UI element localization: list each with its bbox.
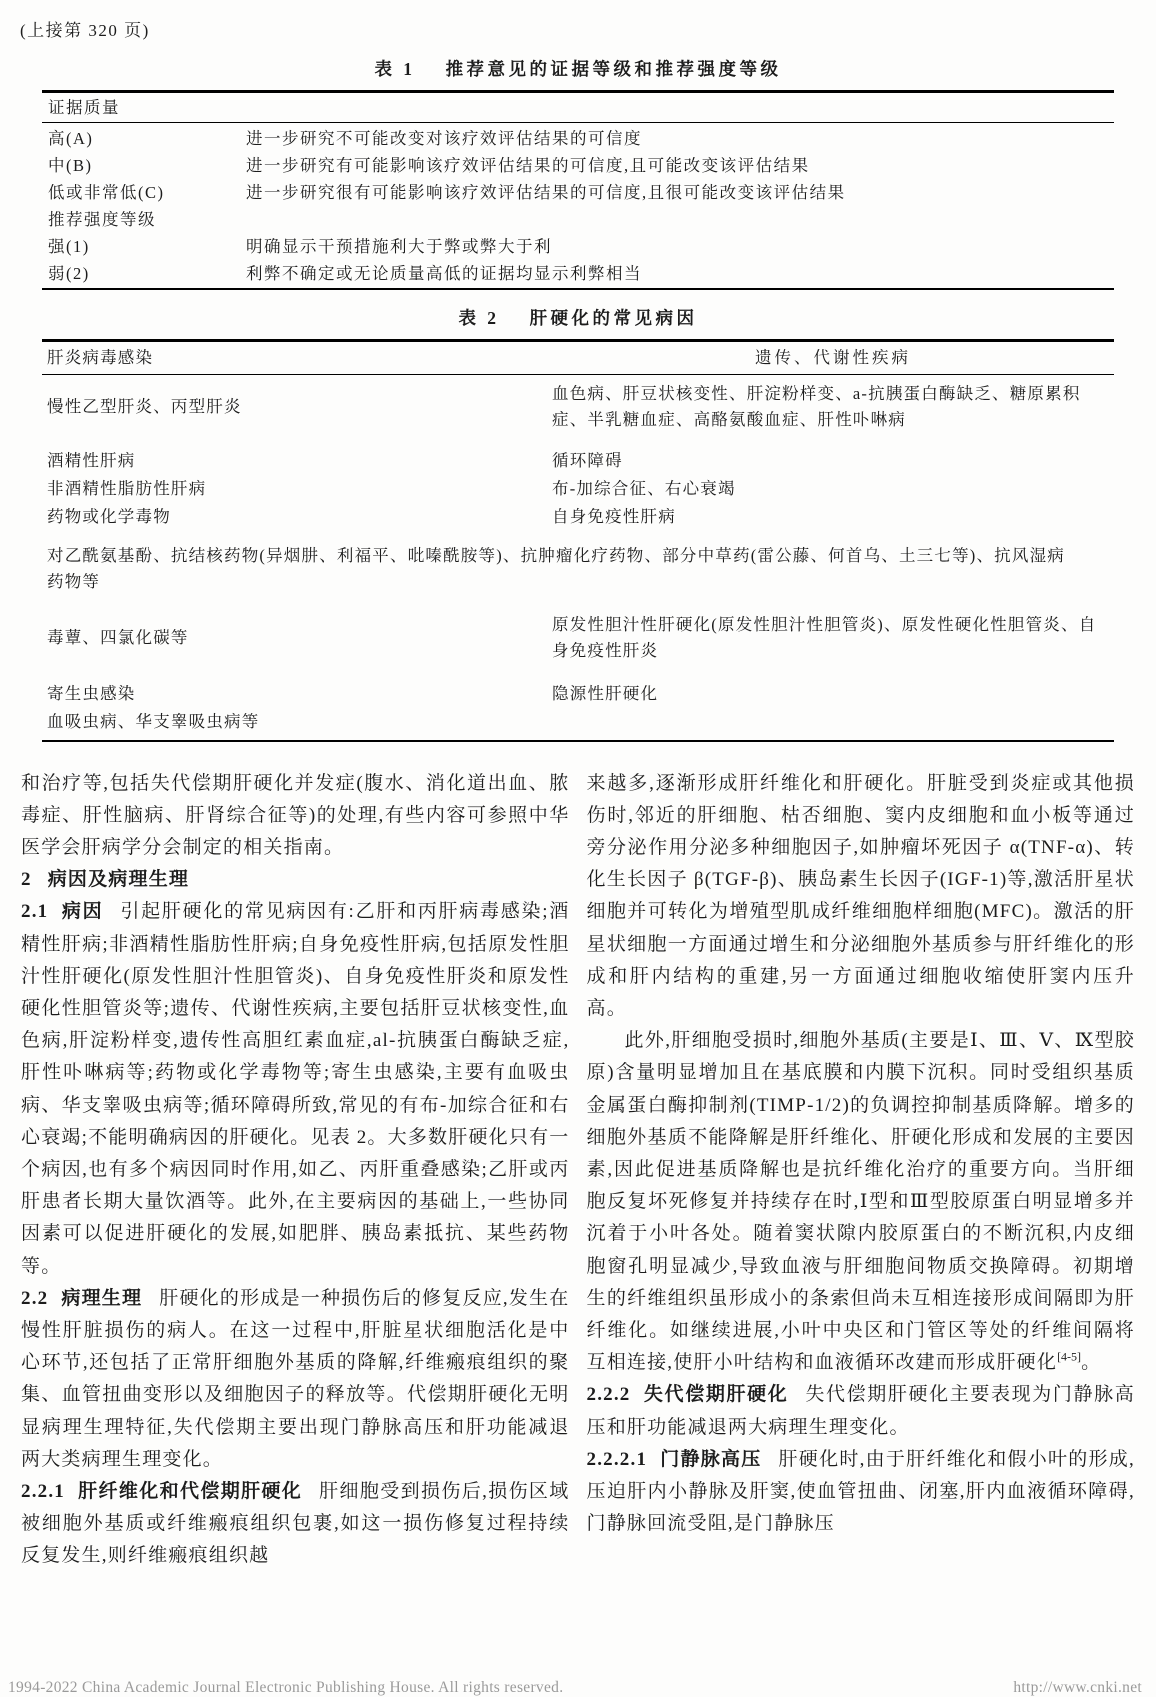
right-column xyxy=(587,768,1136,1573)
table2-left-cell: 毒蕈、四氯化碳等 xyxy=(47,627,189,647)
paragraph-text-end: 。 xyxy=(1081,1352,1102,1374)
paragraph-ecm xyxy=(587,1025,1136,1379)
table1-desc: 利弊不确定或无论质量高低的证据均显示利弊相当 xyxy=(246,264,642,283)
table2-left-cell: 慢性乙型肝炎、丙型肝炎 xyxy=(47,396,242,416)
footer-url: http://www.cnki.net xyxy=(1013,1679,1142,1696)
cnki-footer xyxy=(0,1679,1156,1697)
table2-header-row xyxy=(42,342,1114,375)
paragraph-text: 此外,肝细胞受损时,细胞外基质(主要是Ⅰ、Ⅲ、Ⅴ、Ⅸ型胶原)含量明显增加且在基底膜和内膜下沉积。同时受组织基质金属蛋白酶抑制剂(TIMP-1/2)的负调控抑制基质降解。增多的细胞外基质不能降解是肝纤维化、肝硬化形成和发展的主要因素,因此促进基质降解也是抗纤维化治疗的重要方向。当肝细胞反复坏死修复并持续存在时,Ⅰ型和Ⅲ型胶原蛋白明显增多并沉着于小叶各处。随着窦状隙内胶原蛋白的不断沉积,内皮细胞窗孔明显减少,导致血液与肝细胞间物质交换障碍。初期增生的纤维组织虽形成小的条索但尚未互相连接形成间隔即为肝纤维化。如继续进展,小叶中央区和门管区等处的纤维间隔将互相连接,使肝小叶结构和血液循环改建而形成肝硬化 xyxy=(586,1030,1135,1374)
tables-section xyxy=(42,56,1114,742)
section-2-2-2-paragraph xyxy=(587,1379,1136,1443)
table2-right-cell: 循环障碍 xyxy=(552,450,623,470)
table-row xyxy=(42,503,1114,539)
table-row xyxy=(42,180,1114,207)
table-row xyxy=(42,475,1114,503)
section-text: 引起肝硬化的常见病因有:乙肝和丙肝病毒感染;酒精性肝病;非酒精性脂肪性肝病;自身免疫性肝病,包括原发性胆汁性肝硬化(原发性胆汁性胆管炎)、自身免疫性肝炎和原发性硬化性胆管炎等;遗传、代谢性疾病,主要包括肝豆状核变性,血色病,肝淀粉样变,遗传性高胆红素血症,al-抗胰蛋白酶缺乏症,肝性卟啉病等;药物或化学毒物等;寄生虫感染,主要有血吸虫病、华支睾吸虫病等;循环障碍所致,常见的有布-加综合征和右心衰竭;不能明确病因的肝硬化。见表 2。大多数肝硬化只有一个病因,也有多个病因同时作用,如乙、丙肝重叠感染;乙肝或丙肝患者长期大量饮酒等。此外,在主要病因的基础上,一些协同因素可以促进肝硬化的发展,如肥胖、胰岛素抵抗、某些药物等。 xyxy=(21,901,570,1277)
table1-term: 弱(2) xyxy=(48,264,90,283)
citation-ref: [4-5] xyxy=(1057,1349,1082,1364)
section-2-2-2-1-paragraph xyxy=(587,1444,1136,1541)
table-row xyxy=(42,443,1114,475)
table1-desc: 明确显示干预措施利大于弊或弊大于利 xyxy=(246,237,552,256)
table2 xyxy=(42,339,1114,742)
section-number: 2.2.2 xyxy=(586,1384,631,1406)
table2-right-cell: 隐源性肝硬化 xyxy=(552,683,659,703)
section-title: 肝纤维化和代偿期肝硬化 xyxy=(78,1480,303,1502)
section-title: 失代偿期肝硬化 xyxy=(643,1384,789,1406)
table-row xyxy=(42,375,1114,443)
table1-title-text: 推荐意见的证据等级和推荐强度等级 xyxy=(445,59,782,79)
table2-left-cell: 酒精性肝病 xyxy=(47,450,136,470)
section-number: 2 xyxy=(21,869,32,891)
table1-section-quality: 证据质量 xyxy=(42,93,1114,123)
table1-desc: 进一步研究不可能改变对该疗效评估结果的可信度 xyxy=(246,129,642,148)
table2-right-cell: 血色病、肝豆状核变性、肝淀粉样变、a-抗胰蛋白酶缺乏、糖原累积症、半乳糖血症、高酪氨酸血症、肝性卟啉病 xyxy=(552,383,1081,429)
continuation-note: (上接第 320 页) xyxy=(20,21,150,40)
section-2-2-1-paragraph xyxy=(21,1476,570,1573)
table1-label: 表 1 xyxy=(374,59,416,79)
footer-copyright: 1994-2022 China Academic Journal Electronic Publishing House. All rights reserved. xyxy=(8,1679,564,1696)
table-row xyxy=(42,539,1114,608)
table-row xyxy=(42,608,1114,674)
section-text: 肝硬化时,由于肝纤维化和假小叶的形成,压迫肝内小静脉及肝窦,使血管扭曲、闭塞,肝内血液循环障碍,门静脉回流受阻,是门静脉压 xyxy=(586,1448,1135,1535)
table2-label: 表 2 xyxy=(458,307,500,328)
table2-left-cell: 寄生虫感染 xyxy=(47,683,136,703)
table-row xyxy=(42,674,1114,709)
section-title: 门静脉高压 xyxy=(660,1448,762,1470)
table2-title-text: 肝硬化的常见病因 xyxy=(529,307,698,328)
paragraph-continuation: 和治疗等,包括失代偿期肝硬化并发症(腹水、消化道出血、脓毒症、肝性脑病、肝肾综合征等)的处理,有些内容可参照中华医学会肝病学分会制定的相关指南。 xyxy=(21,772,570,858)
table-row xyxy=(42,709,1114,740)
table1 xyxy=(42,90,1114,290)
table1-term: 低或非常低(C) xyxy=(48,183,165,202)
table-row xyxy=(42,153,1114,180)
table2-right-cell: 自身免疫性肝病 xyxy=(552,506,676,526)
section-number: 2.1 xyxy=(21,901,49,923)
section-text: 失代偿期肝硬化主要表现为门静脉高压和肝功能减退两大病理生理变化。 xyxy=(586,1384,1135,1438)
table-row xyxy=(42,261,1114,288)
table-row xyxy=(42,234,1114,261)
table2-left-cell: 非酒精性脂肪性肝病 xyxy=(47,478,207,498)
section-2-1-paragraph xyxy=(21,896,570,1282)
section-number: 2.2.1 xyxy=(21,1480,65,1502)
table2-right-header: 遗传、代谢性疾病 xyxy=(755,347,911,367)
left-column xyxy=(21,768,570,1573)
section-title: 病因及病理生理 xyxy=(47,869,190,891)
section-title: 病理生理 xyxy=(61,1287,143,1309)
table1-term: 中(B) xyxy=(48,156,93,175)
section-2-2-paragraph xyxy=(21,1283,570,1476)
table1-title xyxy=(42,56,1114,81)
body-columns xyxy=(0,768,1156,1573)
table1-desc: 进一步研究很有可能影响该疗效评估结果的可信度,且很可能改变该评估结果 xyxy=(246,183,846,202)
table2-left-cell: 对乙酰氨基酚、抗结核药物(异烟肼、利福平、吡嗪酰胺等)、抗肿瘤化疗药物、部分中草药(雷公藤、何首乌、土三七等)、抗风湿病药物等 xyxy=(47,545,1065,591)
table1-section-strength: 推荐强度等级 xyxy=(48,210,156,229)
table1-term: 强(1) xyxy=(48,237,90,256)
section-text: 肝硬化的形成是一种损伤后的修复反应,发生在慢性肝脏损伤的病人。在这一过程中,肝脏星状细胞活化是中心环节,还包括了正常肝细胞外基质的降解,纤维瘢痕组织的聚集、血管扭曲变形以及细胞因子的释放等。代偿期肝硬化无明显病理生理特征,失代偿期主要出现门静脉高压和肝功能减退两大类病理生理变化。 xyxy=(21,1287,570,1470)
table2-left-header: 肝炎病毒感染 xyxy=(47,347,154,367)
paragraph-continuation: 来越多,逐渐形成肝纤维化和肝硬化。肝脏受到炎症或其他损伤时,邻近的肝细胞、枯否细胞、窦内皮细胞和血小板等通过旁分泌作用分泌多种细胞因子,如肿瘤坏死因子 α(TNF-α)、转化生长因子 β(TGF-β)、胰岛素生长因子(IGF-1)等,激活肝星状细胞并可转化为增殖型肌成纤维细胞样细胞(MFC)。激活的肝星状细胞一方面通过增生和分泌细胞外基质参与肝纤维化的形成和肝内结构的重建,另一方面通过细胞收缩使肝窦内压升高。 xyxy=(586,772,1135,1019)
section-text: 肝细胞受到损伤后,损伤区域被细胞外基质或纤维瘢痕组织包裹,如这一损伤修复过程持续反复发生,则纤维瘢痕组织越 xyxy=(21,1480,570,1567)
table2-right-cell: 原发性胆汁性肝硬化(原发性胆汁性胆管炎)、原发性硬化性胆管炎、自身免疫性肝炎 xyxy=(552,614,1097,660)
table1-term: 高(A) xyxy=(48,129,94,148)
table2-left-cell: 血吸虫病、华支睾吸虫病等 xyxy=(47,711,260,731)
table2-right-cell: 布-加综合征、右心衰竭 xyxy=(552,478,736,498)
section-title: 病因 xyxy=(61,901,104,923)
table2-title xyxy=(42,305,1114,330)
table-row xyxy=(42,123,1114,153)
section-number: 2.2 xyxy=(21,1287,49,1309)
table2-left-cell: 药物或化学毒物 xyxy=(47,506,171,526)
table1-desc: 进一步研究有可能影响该疗效评估结果的可信度,且可能改变该评估结果 xyxy=(246,156,810,175)
section-number: 2.2.2.1 xyxy=(586,1448,648,1470)
section-heading-2 xyxy=(21,864,570,896)
